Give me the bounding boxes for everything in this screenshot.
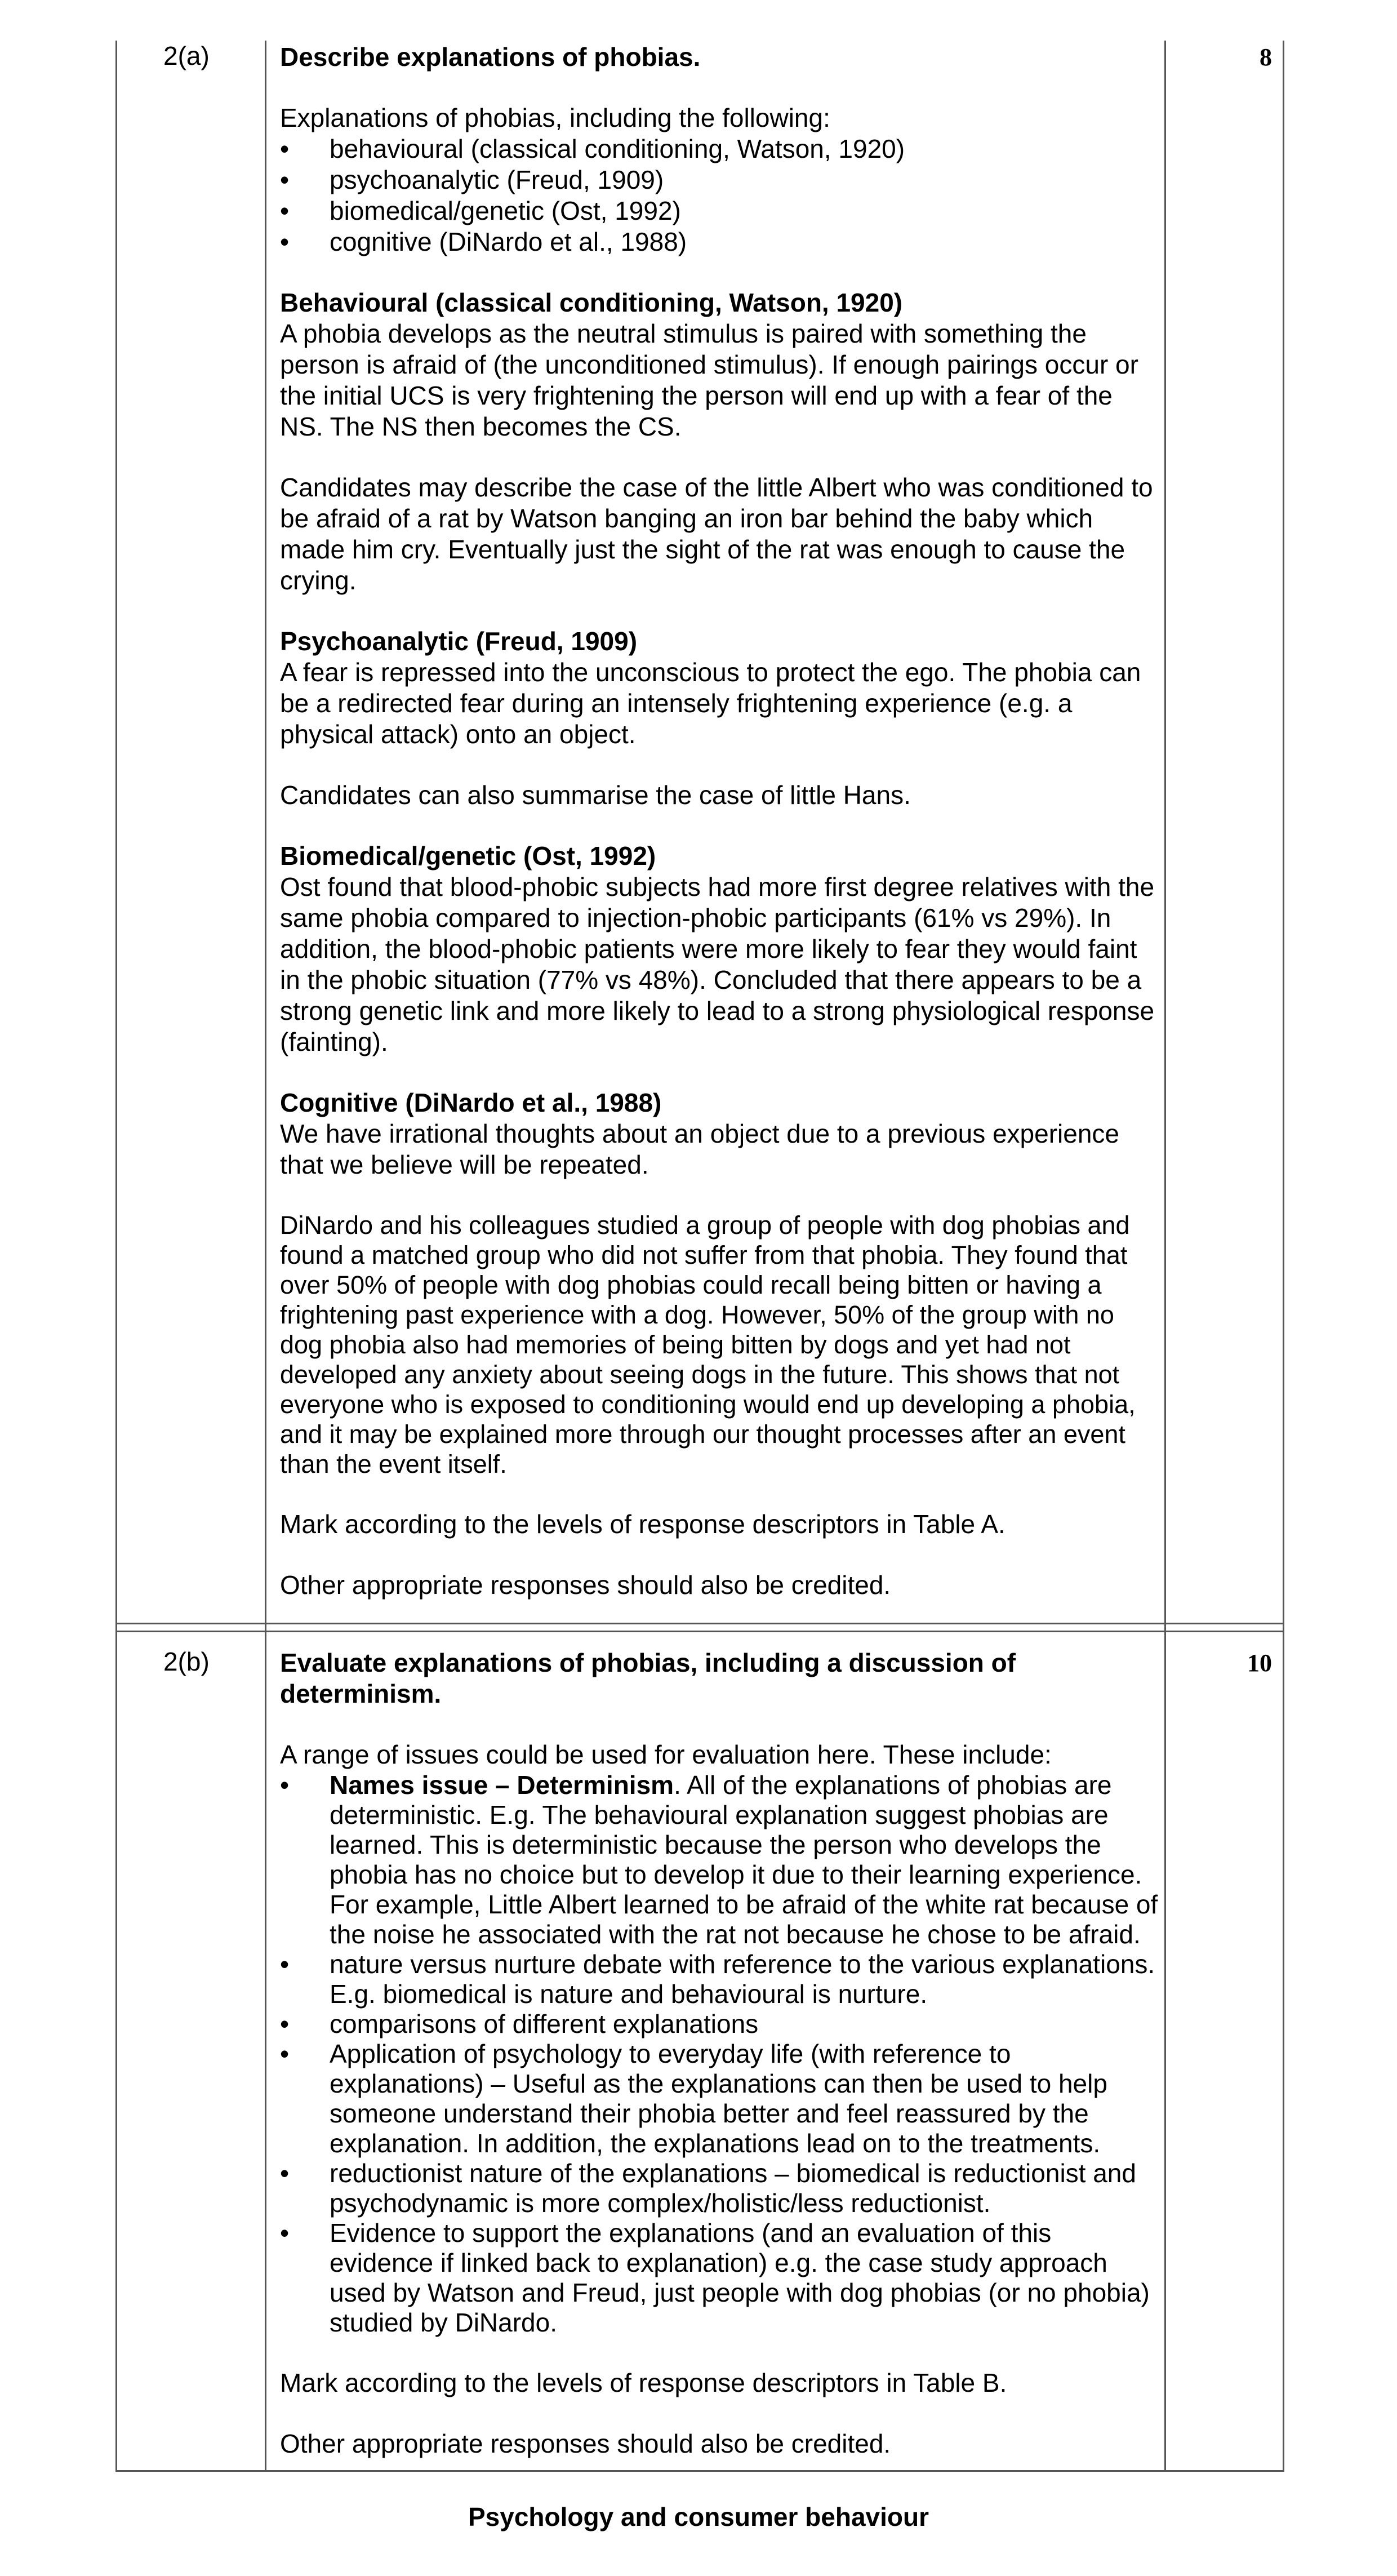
behavioural-heading: Behavioural (classical conditioning, Watson, 1920)	[280, 288, 903, 317]
biomedical-text: Ost found that blood-phobic subjects had more first degree relatives with the same phobia compared to injection-phobic participants (61% vs 29%). In addition, the blood-phobic patients were more likely to fear they would faint in the phobic situation (77% vs 48%). Concluded that there appears to be a strong genetic link and more likely to lead to a strong physiological response (fainting).	[280, 872, 1155, 1056]
rule-left	[115, 41, 117, 2471]
mark-note-2b: Mark according to the levels of response descriptors in Table B.	[280, 2368, 1007, 2397]
bullet: •	[280, 1949, 290, 1979]
list-item: • Application of psychology to everyday life (with reference to explanations) – Useful as the explanations can then be used to help someone understand their phobia better and feel reassured by the explanation. In addition, the explanations lead on to the treatments.	[280, 2039, 1107, 2158]
list-item: • comparisons of different explanations	[280, 2009, 759, 2038]
section-title: Psychology and consumer behaviour	[468, 2502, 929, 2531]
explanations-list	[280, 134, 1159, 257]
other-note-2a: Other appropriate responses should also be credited.	[280, 1570, 891, 1600]
list-item: • psychoanalytic (Freud, 1909)	[280, 165, 664, 194]
question-heading-2a: Describe explanations of phobias.	[280, 42, 701, 72]
bullet: •	[280, 227, 290, 256]
bullet: •	[280, 2158, 290, 2188]
determinism-label: Names issue – Determinism	[330, 1770, 674, 1800]
bullet: •	[280, 2218, 290, 2248]
list-item: • biomedical/genetic (Ost, 1992)	[280, 196, 681, 225]
row-divider-top	[115, 1623, 1284, 1624]
dinardo-text: DiNardo and his colleagues studied a group of people with dog phobias and found a matched group who did not suffer from that phobia. They found that over 50% of people with dog phobias could recall being bitten or having a frightening past experience with a dog. However, 50% of the group with no dog phobia also had memories of being bitten by dogs and yet had not developed any anxiety about seeing dogs in the future. This shows that not everyone who is exposed to conditioning would end up developing a phobia, and it may be explained more through our thought processes after an event than the event itself.	[280, 1211, 1136, 1478]
list-item: • cognitive (DiNardo et al., 1988)	[280, 227, 687, 256]
list-item: • nature versus nurture debate with reference to the various explanations. E.g. biomedical is nature and behavioural is nurture.	[280, 1949, 1155, 2009]
marks-2b: 10	[1247, 1649, 1272, 1677]
mark-note-2a: Mark according to the levels of response descriptors in Table A.	[280, 1509, 1006, 1539]
psychoanalytic-text: A fear is repressed into the unconscious to protect the ego. The phobia can be a redirected fear during an intensely frightening experience (e.g. a physical attack) onto an object.	[280, 658, 1141, 749]
cognitive-text: We have irrational thoughts about an object due to a previous experience that we believe will be repeated.	[280, 1119, 1120, 1179]
bullet: •	[280, 2009, 290, 2038]
row-divider-bottom	[115, 1631, 1284, 1632]
rule-col1	[265, 41, 266, 2471]
answer-content-2a	[280, 42, 1159, 1601]
behavioural-text: A phobia develops as the neutral stimulus is paired with something the person is afraid of (the unconditioned stimulus). If enough pairings occur or the initial UCS is very frightening the person will end up with a fear of the NS. The NS then becomes the CS.	[280, 319, 1138, 441]
evaluation-list	[280, 1770, 1159, 2338]
other-note-2b: Other appropriate responses should also be credited.	[280, 2429, 891, 2458]
marks-2a: 8	[1260, 43, 1272, 71]
bullet: •	[280, 1770, 290, 1800]
list-item: • Names issue – Determinism. All of the explanations of phobias are deterministic. E.g. The behavioural explanation suggest phobias are learned. This is deterministic because the person who develops the phobia has no choice but to develop it due to their learning experience. For example, Little Albert learned to be afraid of the white rat because of the noise he associated with the rat not because he chose to be afraid.	[280, 1770, 1158, 1949]
list-item: • behavioural (classical conditioning, Watson, 1920)	[280, 134, 905, 163]
bullet: •	[280, 196, 290, 225]
little-hans-text: Candidates can also summarise the case of little Hans.	[280, 780, 911, 810]
bullet: •	[280, 2039, 290, 2068]
intro-2a: Explanations of phobias, including the following:	[280, 103, 830, 132]
intro-2b: A range of issues could be used for evaluation here. These include:	[280, 1740, 1052, 1769]
table-bottom-rule	[115, 2470, 1284, 2472]
rule-col2	[1164, 41, 1166, 2471]
psychoanalytic-heading: Psychoanalytic (Freud, 1909)	[280, 627, 638, 656]
list-item: • Evidence to support the explanations (and an evaluation of this evidence if linked back to explanation) e.g. the case study approach used by Watson and Freud, just people with dog phobias (or no phobia) studied by DiNardo.	[280, 2218, 1150, 2337]
question-number-2b: 2(b)	[163, 1647, 210, 1676]
bullet: •	[280, 165, 290, 194]
bullet: •	[280, 134, 290, 163]
rule-right	[1283, 41, 1284, 2471]
question-heading-2b: Evaluate explanations of phobias, including a discussion of determinism.	[280, 1648, 1016, 1708]
question-number-2a: 2(a)	[163, 41, 210, 70]
answer-content-2b	[280, 1647, 1159, 2459]
little-albert-text: Candidates may describe the case of the little Albert who was conditioned to be afraid of a rat by Watson banging an iron bar behind the baby which made him cry. Eventually just the sight of the rat was enough to cause the crying.	[280, 473, 1153, 595]
biomedical-heading: Biomedical/genetic (Ost, 1992)	[280, 841, 656, 870]
cognitive-heading: Cognitive (DiNardo et al., 1988)	[280, 1088, 662, 1117]
list-item: • reductionist nature of the explanations – biomedical is reductionist and psychodynamic is more complex/holistic/less reductionist.	[280, 2158, 1136, 2218]
